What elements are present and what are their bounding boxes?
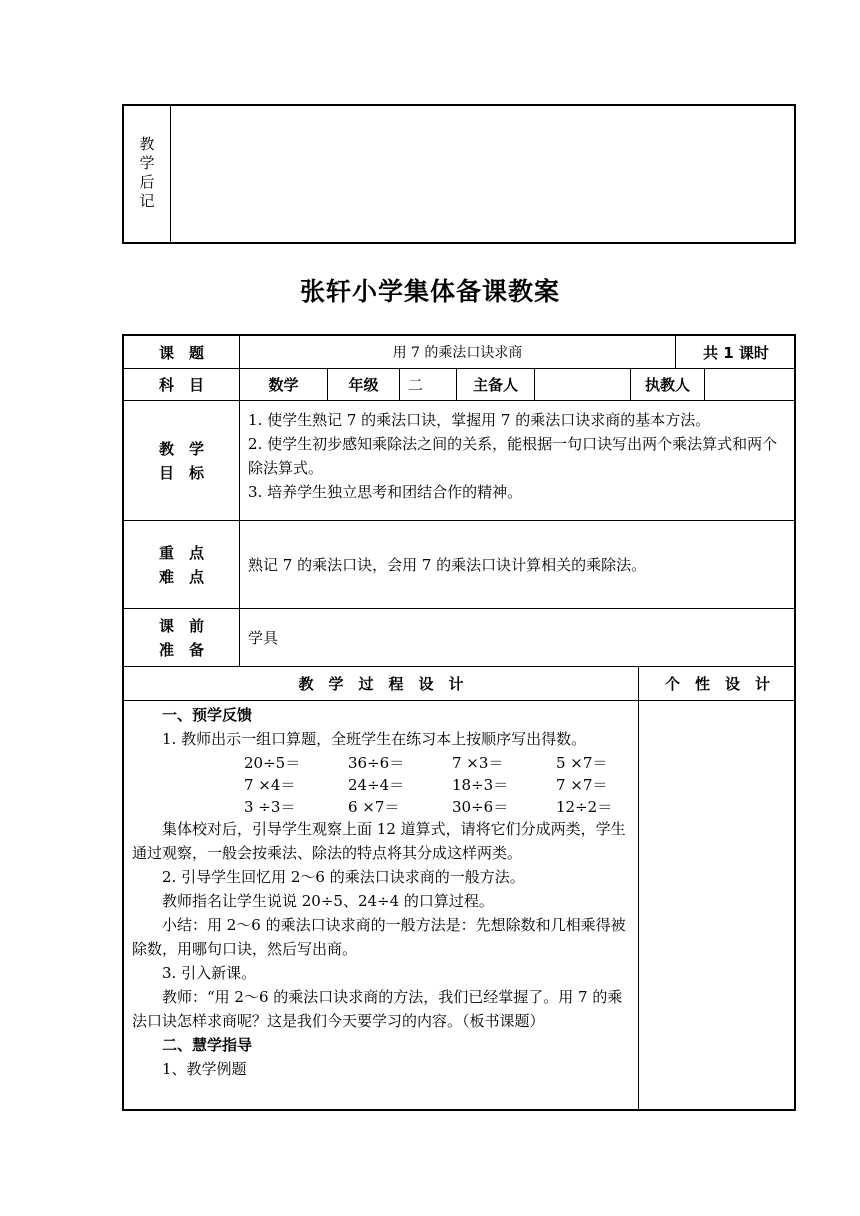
paragraph: 集体校对后，引导学生观察上面 12 道算式，请将它们分成两类，学生通过观察，一般会按乘法、除法的特点将其分成这样两类。: [132, 820, 626, 862]
calc-item: 24÷4＝: [348, 776, 405, 794]
calc-row: [132, 751, 632, 773]
subject-value: 数学: [268, 376, 299, 394]
paragraph: 教师指名让学生说说 20÷5、24÷4 的口算过程。: [162, 892, 494, 910]
preparation-text: 学具: [248, 629, 279, 647]
calc-item: 30÷6＝: [452, 798, 509, 816]
section-heading: 一、预学反馈: [162, 706, 253, 724]
reflection-label-cell: [124, 106, 171, 242]
teacher-value: [705, 369, 796, 400]
preparer-label: 主备人: [472, 376, 518, 394]
calc-item: 7 ×4＝: [244, 776, 296, 794]
lesson-plan-table: [122, 334, 796, 1111]
calc-item: 36÷6＝: [348, 754, 405, 772]
preparation-label-line1: 课 前: [158, 616, 204, 635]
calc-row: [132, 773, 632, 795]
calc-item: 7 ×3＝: [452, 754, 504, 772]
personal-design-header: 个 性 设 计: [664, 675, 770, 693]
objectives-label-line2: 目 标: [158, 463, 204, 482]
paragraph: 教师：“用 2～6 的乘法口诀求商的方法，我们已经掌握了。用 7 的乘法口诀怎样求商呢？这是我们今天要学习的内容。（板书课题）: [132, 988, 623, 1030]
key-points-text: 熟记 7 的乘法口诀，会用 7 的乘法口诀计算相关的乘除法。: [248, 556, 647, 574]
grade-label: 年级: [348, 376, 379, 394]
section-heading: 二、慧学指导: [162, 1036, 253, 1054]
topic-label: 课 题: [158, 343, 204, 362]
page-title: 张轩小学集体备课教案: [299, 277, 560, 306]
key-points-label: [124, 521, 239, 608]
calc-item: 3 ÷3＝: [244, 798, 296, 816]
objective-item: 3. 培养学生独立思考和团结合作的精神。: [248, 483, 523, 501]
preparation-label-line2: 准 备: [158, 640, 204, 659]
paragraph: 1、教学例题: [162, 1060, 247, 1078]
subject-label: 科 目: [158, 376, 204, 394]
calc-item: 7 ×7＝: [556, 776, 608, 794]
paragraph: 小结：用 2～6 的乘法口诀求商的一般方法是：先想除数和几相乘得被除数，用哪句口诀，然后写出商。: [132, 916, 626, 958]
paragraph: 1. 教师出示一组口算题，全班学生在练习本上按顺序写出得数。: [162, 730, 587, 748]
lesson-count: 共 1 课时: [703, 343, 769, 362]
paragraph: 3. 引入新课。: [162, 964, 257, 982]
objectives-label-line1: 教 学: [158, 439, 204, 458]
calc-item: 5 ×7＝: [556, 754, 608, 772]
calc-item: 18÷3＝: [452, 776, 509, 794]
objective-item: 1. 使学生熟记 7 的乘法口诀，掌握用 7 的乘法口诀求商的基本方法。: [248, 411, 711, 429]
calc-item: 20÷5＝: [244, 754, 301, 772]
process-header: 教 学 过 程 设 计: [298, 675, 464, 693]
key-points-label-line2: 难 点: [158, 567, 204, 586]
calc-row: [132, 795, 632, 817]
calc-item: 12÷2＝: [556, 798, 613, 816]
objective-item: 2. 使学生初步感知乘除法之间的关系，能根据一句口诀写出两个乘法算式和两个除法算式。: [248, 435, 778, 477]
key-points-label-line1: 重 点: [158, 543, 204, 562]
calc-item: 6 ×7＝: [348, 798, 400, 816]
teacher-label: 执教人: [644, 376, 690, 394]
reflection-label: 教学后记: [137, 136, 156, 212]
objectives-list: [248, 408, 790, 504]
reflection-box: [122, 104, 796, 244]
paragraph: 2. 引导学生回忆用 2～6 的乘法口诀求商的一般方法。: [162, 868, 525, 886]
preparer-value: [535, 369, 630, 400]
objectives-label: [124, 401, 239, 520]
process-content: [132, 703, 632, 1081]
preparation-label: [124, 609, 239, 666]
topic-value: 用 7 的乘法口诀求商: [392, 345, 523, 361]
grade-value: 二: [408, 376, 424, 394]
